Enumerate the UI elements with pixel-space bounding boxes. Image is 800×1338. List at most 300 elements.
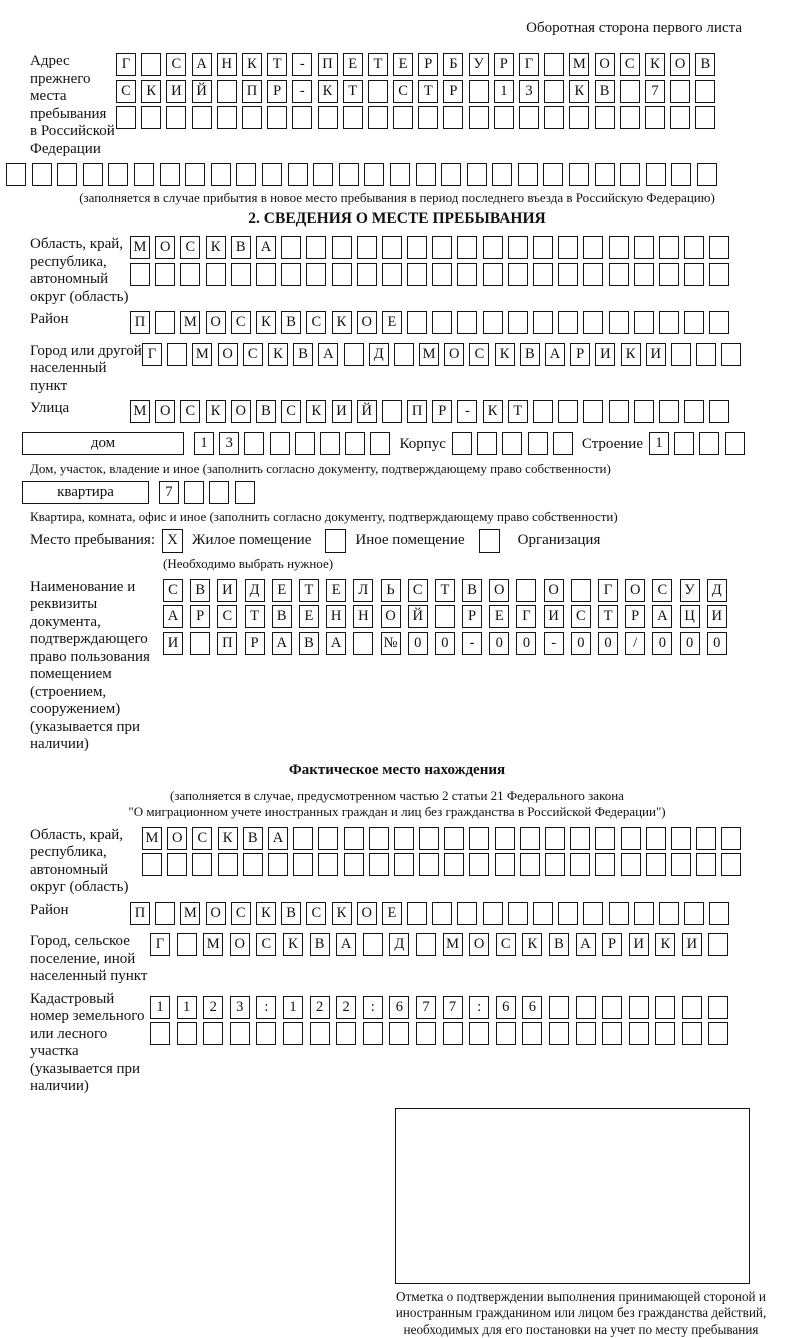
char-box: 1 <box>283 996 303 1019</box>
char-box <box>393 106 413 129</box>
char-box <box>602 996 622 1019</box>
char-box <box>520 827 540 850</box>
char-box: Е <box>489 605 509 628</box>
char-box <box>306 236 326 259</box>
char-box <box>155 902 175 925</box>
char-box <box>83 163 103 186</box>
char-box: 2 <box>310 996 330 1019</box>
prev-address-block <box>30 53 764 158</box>
char-box: Г <box>150 933 170 956</box>
char-box <box>150 1022 170 1045</box>
char-box: 0 <box>489 632 509 655</box>
char-box <box>696 343 716 366</box>
char-box: К <box>495 343 515 366</box>
fact-district-label: Район <box>30 902 130 920</box>
char-box: В <box>281 311 301 334</box>
char-box: О <box>206 902 226 925</box>
option-residential-label: Жилое помещение <box>192 532 311 549</box>
char-box: Д <box>245 579 265 602</box>
char-box <box>670 106 690 129</box>
char-box: 1 <box>177 996 197 1019</box>
char-box <box>609 400 629 423</box>
stamp-box <box>395 1108 750 1284</box>
char-box <box>457 311 477 334</box>
char-box <box>177 1022 197 1045</box>
char-box: К <box>218 827 238 850</box>
char-box: Р <box>602 933 622 956</box>
char-box <box>634 400 654 423</box>
char-box <box>116 106 136 129</box>
char-box: С <box>408 579 428 602</box>
char-box <box>318 106 338 129</box>
char-box <box>345 432 365 455</box>
char-box: О <box>167 827 187 850</box>
char-box <box>368 106 388 129</box>
char-box: К <box>522 933 542 956</box>
char-box <box>583 400 603 423</box>
char-box: В <box>549 933 569 956</box>
char-box: 0 <box>680 632 700 655</box>
char-box <box>332 236 352 259</box>
char-box <box>231 263 251 286</box>
char-box <box>609 311 629 334</box>
char-box <box>416 163 436 186</box>
char-box: П <box>217 632 237 655</box>
fact-district-block <box>30 902 764 929</box>
char-box: И <box>332 400 352 423</box>
char-box: П <box>318 53 338 76</box>
char-box <box>407 902 427 925</box>
char-box: 0 <box>707 632 727 655</box>
char-box <box>6 163 26 186</box>
char-box <box>203 1022 223 1045</box>
char-box <box>646 853 666 876</box>
prev-address-row-1 <box>116 53 721 76</box>
char-box: В <box>299 632 319 655</box>
char-box <box>236 163 256 186</box>
char-box <box>288 163 308 186</box>
char-box <box>671 853 691 876</box>
char-box <box>389 1022 409 1045</box>
char-box <box>130 263 150 286</box>
char-box: Т <box>435 579 455 602</box>
char-box: С <box>393 80 413 103</box>
char-box: П <box>407 400 427 423</box>
char-box: В <box>462 579 482 602</box>
char-box <box>344 853 364 876</box>
char-box: О <box>155 236 175 259</box>
char-box: О <box>670 53 690 76</box>
document-row-2 <box>163 605 734 628</box>
char-box <box>281 236 301 259</box>
char-box: И <box>544 605 564 628</box>
char-box <box>217 80 237 103</box>
char-box <box>483 236 503 259</box>
char-box: А <box>326 632 346 655</box>
char-box <box>721 827 741 850</box>
char-box: Е <box>343 53 363 76</box>
char-box: О <box>206 311 226 334</box>
house-number-row <box>194 432 396 455</box>
char-box: П <box>130 311 150 334</box>
char-box: С <box>620 53 640 76</box>
option-other-premises-label: Иное помещение <box>355 532 464 549</box>
char-box <box>620 106 640 129</box>
char-box <box>363 933 383 956</box>
char-box: Р <box>432 400 452 423</box>
char-box <box>435 605 455 628</box>
char-box: И <box>646 343 666 366</box>
char-box: В <box>310 933 330 956</box>
fact-city-row <box>150 933 735 956</box>
char-box <box>357 236 377 259</box>
char-box <box>206 263 226 286</box>
char-box <box>583 263 603 286</box>
char-box: 1 <box>649 432 669 455</box>
char-box: А <box>256 236 276 259</box>
char-box <box>697 163 717 186</box>
char-box: К <box>306 400 326 423</box>
char-box <box>444 827 464 850</box>
apartment-block <box>22 481 764 504</box>
prev-address-row-3 <box>116 106 721 129</box>
char-box: О <box>489 579 509 602</box>
document-label: Наименование и реквизиты документа, подтверждающего право пользования помещением (строением, сооружением) (указывается при наличии) <box>30 579 163 754</box>
char-box <box>343 106 363 129</box>
char-box <box>394 827 414 850</box>
char-box: Е <box>326 579 346 602</box>
char-box <box>283 1022 303 1045</box>
char-box: П <box>242 80 262 103</box>
char-box: С <box>116 80 136 103</box>
stroenie-row <box>649 432 750 455</box>
char-box <box>432 311 452 334</box>
char-box <box>332 263 352 286</box>
char-box <box>709 236 729 259</box>
char-box <box>394 343 414 366</box>
char-box <box>684 400 704 423</box>
char-box <box>416 933 436 956</box>
char-box <box>469 1022 489 1045</box>
char-box <box>32 163 52 186</box>
char-box: И <box>682 933 702 956</box>
char-box: 2 <box>336 996 356 1019</box>
char-box: Ц <box>680 605 700 628</box>
char-box: О <box>230 933 250 956</box>
char-box <box>544 53 564 76</box>
char-box: 6 <box>389 996 409 1019</box>
char-box: О <box>218 343 238 366</box>
char-box: Т <box>343 80 363 103</box>
char-box: 0 <box>516 632 536 655</box>
district-row <box>130 311 735 334</box>
char-box: : <box>469 996 489 1019</box>
char-box: О <box>595 53 615 76</box>
char-box: С <box>306 311 326 334</box>
char-box: Е <box>382 902 402 925</box>
char-box <box>57 163 77 186</box>
char-box <box>709 902 729 925</box>
char-box <box>659 263 679 286</box>
char-box: М <box>203 933 223 956</box>
char-box: А <box>163 605 183 628</box>
char-box <box>394 853 414 876</box>
char-box <box>108 163 128 186</box>
fact-city-block <box>30 933 764 986</box>
char-box <box>518 163 538 186</box>
char-box <box>256 1022 276 1045</box>
char-box: К <box>256 902 276 925</box>
city-row <box>142 343 747 366</box>
section2-title: 2. СВЕДЕНИЯ О МЕСТЕ ПРЕБЫВАНИЯ <box>30 210 764 228</box>
char-box: О <box>357 311 377 334</box>
char-box: Й <box>192 80 212 103</box>
char-box: 3 <box>219 432 239 455</box>
char-box: 7 <box>159 481 179 504</box>
char-box <box>659 902 679 925</box>
char-box <box>671 343 691 366</box>
char-box <box>443 1022 463 1045</box>
char-box: В <box>243 827 263 850</box>
char-box: С <box>256 933 276 956</box>
char-box: К <box>283 933 303 956</box>
char-box <box>558 263 578 286</box>
char-box: К <box>268 343 288 366</box>
char-box <box>267 106 287 129</box>
char-box: С <box>163 579 183 602</box>
char-box: Т <box>418 80 438 103</box>
char-box: Р <box>625 605 645 628</box>
stamp-area <box>395 1108 767 1338</box>
char-box: Т <box>508 400 528 423</box>
char-box: К <box>332 311 352 334</box>
char-box: С <box>469 343 489 366</box>
char-box <box>457 902 477 925</box>
char-box <box>634 263 654 286</box>
char-box <box>634 236 654 259</box>
char-box <box>177 933 197 956</box>
actual-location-title: Фактическое место нахождения <box>30 762 764 779</box>
char-box <box>292 106 312 129</box>
char-box <box>336 1022 356 1045</box>
char-box: О <box>469 933 489 956</box>
cadastral-row-1 <box>150 996 735 1019</box>
char-box: В <box>231 236 251 259</box>
char-box <box>709 263 729 286</box>
char-box: В <box>272 605 292 628</box>
char-box <box>262 163 282 186</box>
char-box <box>549 1022 569 1045</box>
char-box <box>571 579 591 602</box>
char-box <box>508 311 528 334</box>
char-box <box>230 1022 250 1045</box>
char-box: С <box>231 311 251 334</box>
checkbox-organization <box>479 529 500 553</box>
char-box: С <box>166 53 186 76</box>
char-box: А <box>318 343 338 366</box>
korpus-row <box>452 432 578 455</box>
actual-location-notes <box>30 788 764 820</box>
char-box <box>620 80 640 103</box>
char-box <box>209 481 229 504</box>
char-box <box>576 996 596 1019</box>
char-box: Т <box>368 53 388 76</box>
char-box: - <box>292 53 312 76</box>
prev-address-row-4 <box>6 163 764 186</box>
char-box <box>469 80 489 103</box>
char-box: 1 <box>494 80 514 103</box>
stay-type-note: (Необходимо выбрать нужное) <box>163 556 764 571</box>
char-box: № <box>381 632 401 655</box>
char-box: У <box>680 579 700 602</box>
prev-address-note: (заполняется в случае прибытия в новое место пребывания в период последнего въезда в Российскую Федерацию) <box>30 190 764 205</box>
char-box: А <box>576 933 596 956</box>
street-row <box>130 400 735 423</box>
char-box: В <box>281 902 301 925</box>
char-box: М <box>130 400 150 423</box>
street-block <box>30 400 764 427</box>
char-box <box>671 827 691 850</box>
document-row-1 <box>163 579 734 602</box>
char-box <box>696 853 716 876</box>
char-box: О <box>444 343 464 366</box>
char-box <box>293 853 313 876</box>
char-box <box>496 1022 516 1045</box>
char-box <box>725 432 745 455</box>
char-box <box>141 106 161 129</box>
city-label: Город или другой населенный пункт <box>30 343 142 396</box>
char-box <box>441 163 461 186</box>
char-box: Р <box>570 343 590 366</box>
char-box <box>180 263 200 286</box>
char-box: - <box>462 632 482 655</box>
char-box <box>407 311 427 334</box>
char-box: Е <box>393 53 413 76</box>
char-box <box>363 1022 383 1045</box>
char-box: Р <box>462 605 482 628</box>
char-box: К <box>332 902 352 925</box>
cadastral-block <box>30 991 764 1096</box>
char-box <box>502 432 522 455</box>
page-side-label: Оборотная сторона первого листа <box>30 20 764 37</box>
cadastral-row-2 <box>150 1022 735 1045</box>
char-box <box>621 853 641 876</box>
district-label: Район <box>30 311 130 329</box>
char-box <box>469 853 489 876</box>
char-box <box>545 827 565 850</box>
char-box <box>634 311 654 334</box>
document-row-3 <box>163 632 734 655</box>
char-box <box>609 236 629 259</box>
char-box <box>443 106 463 129</box>
char-box <box>558 400 578 423</box>
char-box: Т <box>598 605 618 628</box>
char-box: Т <box>245 605 265 628</box>
korpus-label: Корпус <box>400 432 446 456</box>
char-box: 3 <box>230 996 250 1019</box>
char-box <box>281 263 301 286</box>
char-box <box>390 163 410 186</box>
char-box <box>583 311 603 334</box>
char-box <box>218 853 238 876</box>
char-box: С <box>571 605 591 628</box>
option-organization-label: Организация <box>518 532 601 549</box>
char-box <box>533 902 553 925</box>
char-box <box>167 343 187 366</box>
char-box <box>576 1022 596 1045</box>
char-box <box>368 80 388 103</box>
char-box: А <box>336 933 356 956</box>
char-box <box>320 432 340 455</box>
char-box: У <box>469 53 489 76</box>
char-box: 1 <box>194 432 214 455</box>
char-box <box>306 263 326 286</box>
char-box <box>671 163 691 186</box>
char-box <box>492 163 512 186</box>
char-box <box>369 827 389 850</box>
char-box <box>533 311 553 334</box>
char-box: Й <box>357 400 377 423</box>
char-box: А <box>192 53 212 76</box>
char-box <box>629 1022 649 1045</box>
char-box <box>595 827 615 850</box>
char-box <box>483 902 503 925</box>
char-box <box>452 432 472 455</box>
char-box <box>166 106 186 129</box>
char-box: Д <box>369 343 389 366</box>
char-box <box>494 106 514 129</box>
char-box <box>696 827 716 850</box>
char-box <box>520 853 540 876</box>
char-box: 7 <box>645 80 665 103</box>
char-box: - <box>292 80 312 103</box>
char-box: В <box>520 343 540 366</box>
char-box <box>310 1022 330 1045</box>
char-box <box>268 853 288 876</box>
char-box <box>655 996 675 1019</box>
char-box: Т <box>267 53 287 76</box>
char-box <box>522 1022 542 1045</box>
char-box <box>432 263 452 286</box>
char-box <box>709 311 729 334</box>
house-block <box>22 432 764 456</box>
char-box <box>570 827 590 850</box>
char-box: Р <box>267 80 287 103</box>
char-box <box>569 163 589 186</box>
char-box <box>533 263 553 286</box>
cadastral-label: Кадастровый номер земельного или лесного участка (указывается при наличии) <box>30 991 150 1096</box>
region-label: Область, край, республика, автономный округ (область) <box>30 236 130 306</box>
char-box <box>708 996 728 1019</box>
char-box <box>369 853 389 876</box>
char-box: Н <box>217 53 237 76</box>
char-box <box>609 902 629 925</box>
char-box <box>407 236 427 259</box>
char-box: Л <box>353 579 373 602</box>
char-box <box>549 996 569 1019</box>
char-box: - <box>457 400 477 423</box>
char-box <box>382 263 402 286</box>
char-box: С <box>652 579 672 602</box>
char-box <box>508 236 528 259</box>
char-box: С <box>180 400 200 423</box>
char-box: В <box>595 80 615 103</box>
char-box <box>570 853 590 876</box>
char-box: К <box>318 80 338 103</box>
char-box <box>357 263 377 286</box>
char-box <box>293 827 313 850</box>
char-box: С <box>243 343 263 366</box>
